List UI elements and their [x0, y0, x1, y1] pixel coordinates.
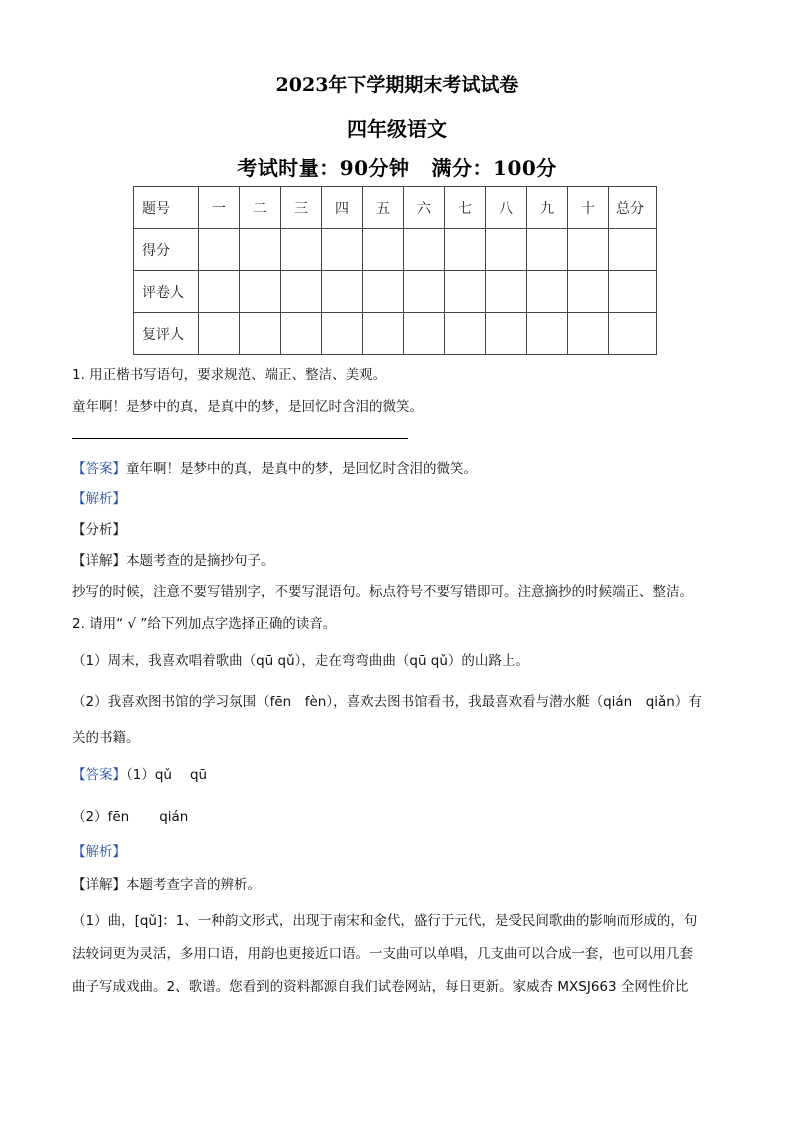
score-col-2: 二 — [240, 187, 281, 229]
score-col-6: 六 — [404, 187, 445, 229]
score-cell[interactable] — [568, 313, 609, 355]
q2-explain-line-2: 法较词更为灵活，多用口语，用韵也更接近口语。一支曲可以单唱，几支曲可以合成一套，也可以用几套 — [72, 946, 693, 962]
q2-explain-line-1: （1）曲，[qǔ]：1、一种韵文形式，出现于南宋和金代，盛行于元代，是受民间歌曲的影响而形成的，句 — [72, 913, 698, 929]
score-cell[interactable] — [609, 229, 657, 271]
q2-answer-2-label: （2） — [72, 809, 108, 825]
score-cell[interactable] — [281, 271, 322, 313]
reviewer-row-label: 评卷人 — [134, 271, 199, 313]
score-cell[interactable] — [486, 313, 527, 355]
score-row-label: 得分 — [134, 229, 199, 271]
score-cell[interactable] — [527, 313, 568, 355]
score-cell[interactable] — [568, 229, 609, 271]
score-col-5: 五 — [363, 187, 404, 229]
score-table-header-row — [134, 187, 657, 229]
score-cell[interactable] — [281, 313, 322, 355]
q2-prompt: 2. 请用“ √ ”给下列加点字选择正确的读音。 — [72, 616, 337, 632]
score-cell[interactable] — [609, 271, 657, 313]
q1-note: 抄写的时候，注意不要写错别字，不要写混语句。标点符号不要写错即可。注意摘抄的时候端正、整洁。 — [72, 584, 693, 600]
exam-title: 2023年下学期期末考试试卷 — [275, 74, 519, 96]
q2-answer-1a: qǔ — [154, 767, 172, 783]
score-cell[interactable] — [199, 313, 240, 355]
score-col-7: 七 — [445, 187, 486, 229]
exam-subject: 四年级语文 — [347, 117, 447, 141]
q2-item-2-line-2: 关的书籍。 — [72, 730, 140, 746]
score-cell[interactable] — [322, 271, 363, 313]
score-col-8: 八 — [486, 187, 527, 229]
q2-detail — [72, 873, 261, 893]
full-marks: 满分：100分 — [431, 156, 557, 180]
q2-item-1: （1）周末，我喜欢唱着歌曲（qū qǔ），走在弯弯曲曲（qū qǔ）的山路上。 — [72, 653, 529, 669]
score-col-4: 四 — [322, 187, 363, 229]
q2-answer-tag: 【答案】 — [72, 767, 126, 783]
q1-answer-text: 童年啊！是梦中的真，是真中的梦，是回忆时含泪的微笑。 — [126, 461, 477, 477]
score-col-total: 总分 — [609, 187, 657, 229]
score-cell[interactable] — [199, 271, 240, 313]
score-cell[interactable] — [404, 313, 445, 355]
q2-answer-1b: qū — [189, 767, 208, 783]
score-row — [134, 229, 657, 271]
score-cell[interactable] — [404, 271, 445, 313]
q1-analysis-tag: 【解析】 — [72, 491, 126, 507]
score-cell[interactable] — [240, 229, 281, 271]
score-cell[interactable] — [445, 313, 486, 355]
score-cell[interactable] — [486, 271, 527, 313]
score-cell[interactable] — [240, 313, 281, 355]
exam-time: 考试时量：90分钟 — [237, 156, 410, 180]
score-table-header-label: 题号 — [134, 187, 199, 229]
score-cell[interactable] — [445, 229, 486, 271]
q1-fenxi-tag: 【分析】 — [72, 522, 126, 538]
re-reviewer-row-label: 复评人 — [134, 313, 199, 355]
q2-detail-text: 本题考查字音的辨析。 — [126, 877, 261, 893]
score-table — [133, 186, 657, 355]
q1-detail-text: 本题考查的是摘抄句子。 — [126, 553, 275, 569]
score-cell[interactable] — [363, 313, 404, 355]
score-col-10: 十 — [568, 187, 609, 229]
score-cell[interactable] — [199, 229, 240, 271]
score-cell[interactable] — [445, 271, 486, 313]
score-cell[interactable] — [322, 229, 363, 271]
q2-item-2-line-1: （2）我喜欢图书馆的学习氛围（fēn fèn），喜欢去图书馆看书，我最喜欢看与潜水艇（qián qiǎn）有 — [72, 694, 702, 710]
q2-answer-2b: qián — [159, 809, 189, 825]
q1-answer — [72, 457, 477, 477]
q2-explain-line-3: 曲子写成戏曲。2、歌谱。您看到的资料都源自我们试卷网站，每日更新。家威杏 MXSJ663 全网性价比 — [72, 979, 689, 995]
score-col-1: 一 — [199, 187, 240, 229]
q2-answer-1 — [72, 763, 207, 783]
score-cell[interactable] — [281, 229, 322, 271]
q1-prompt: 1. 用正楷书写语句，要求规范、端正、整洁、美观。 — [72, 367, 387, 383]
q2-detail-tag: 【详解】 — [72, 877, 126, 893]
q1-sentence: 童年啊！是梦中的真，是真中的梦，是回忆时含泪的微笑。 — [72, 399, 423, 415]
score-cell[interactable] — [240, 271, 281, 313]
q2-answer-2 — [72, 805, 188, 825]
score-cell[interactable] — [363, 229, 404, 271]
q2-answer-1-label: （1） — [126, 767, 155, 783]
exam-info — [0, 152, 794, 181]
q1-detail — [72, 549, 275, 569]
q1-writing-line[interactable] — [72, 438, 408, 439]
score-cell[interactable] — [609, 313, 657, 355]
re-reviewer-row — [134, 313, 657, 355]
score-col-3: 三 — [281, 187, 322, 229]
score-cell[interactable] — [568, 271, 609, 313]
q1-answer-tag: 【答案】 — [72, 461, 126, 477]
reviewer-row — [134, 271, 657, 313]
q1-detail-tag: 【详解】 — [72, 553, 126, 569]
score-cell[interactable] — [404, 229, 445, 271]
score-col-9: 九 — [527, 187, 568, 229]
q2-answer-2a: fēn — [107, 809, 130, 825]
q2-analysis-tag: 【解析】 — [72, 844, 126, 860]
score-cell[interactable] — [527, 271, 568, 313]
score-cell[interactable] — [527, 229, 568, 271]
score-cell[interactable] — [363, 271, 404, 313]
score-cell[interactable] — [322, 313, 363, 355]
score-cell[interactable] — [486, 229, 527, 271]
